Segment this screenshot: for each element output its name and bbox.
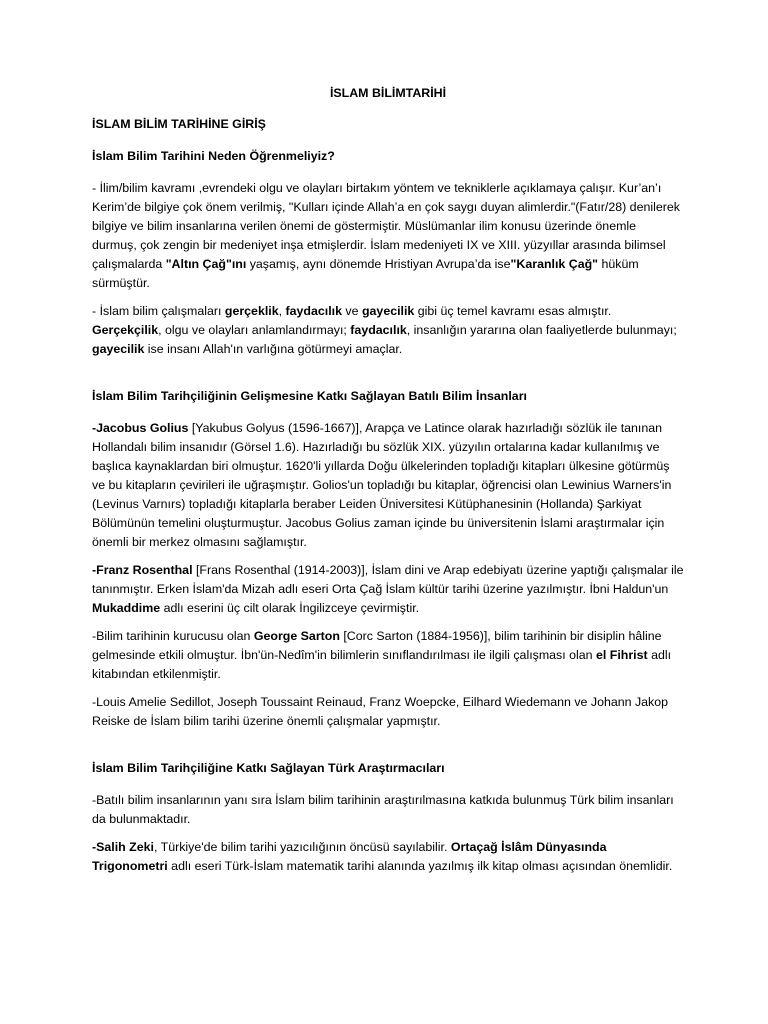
paragraph-rosenthal: -Franz Rosenthal [Frans Rosenthal (1914-2003)], İslam dini ve Arap edebiyatı üzerine yaptığı çalışmalar ile tanınmıştır. Erken İslam'da Mizah adlı eseri Orta Çağ İslam kültür tarihi üzerine yazılmıştır. İbni Haldun'un Mukaddime adlı eserini üç cilt olarak İngilizceye çevirmiştir. xyxy=(92,563,684,615)
subsection-heading-western: İslam Bilim Tarihçiliğinin Gelişmesine Katkı Sağlayan Batılı Bilim İnsanları xyxy=(92,389,527,403)
spacer xyxy=(92,740,684,759)
subsection-heading-turkish: İslam Bilim Tarihçiliğine Katkı Sağlayan Türk Araştırmacıları xyxy=(92,761,445,775)
paragraph-turkish-intro: -Batılı bilim insanlarının yanı sıra İslam bilim tarihinin araştırılmasına katkıda bulunmuş Türk bilim insanları da bulunmaktadır. xyxy=(92,793,674,826)
paragraph-concepts: - İslam bilim çalışmaları gerçeklik, faydacılık ve gayecilik gibi üç temel kavramı esas almıştır. Gerçekçilik, olgu ve olayları anlamlandırmayı; faydacılık, insanlığın yararına olan faaliyetlerde bulunmayı; gayecilik ise insanı Allah'ın varlığına götürmeyi amaçlar. xyxy=(92,304,677,356)
subsection-heading-why: İslam Bilim Tarihini Neden Öğrenmeliyiz? xyxy=(92,149,335,163)
spacer xyxy=(92,368,684,387)
paragraph-salih-zeki: -Salih Zeki, Türkiye'de bilim tarihi yazıcılığının öncüsü sayılabilir. Ortaçağ İslâm Dünyasında Trigonometri adlı eseri Türk-İslam matematik tarihi alanında yazılmış ilk kitap olması açısından önemlidir. xyxy=(92,840,673,873)
paragraph-ilim: - İlim/bilim kavramı ,evrendeki olgu ve olayları birtakım yöntem ve tekniklerle açıklamaya çalışır. Kur’an’ı Kerim’de bilgiye çok önem verilmiş, "Kulları içinde Allah’a en çok saygı duyan alimlerdir."(Fatır/28) denilerek bilgiye ve bilim insanlarına verilen önemi de göstermiştir. Müslümanlar ilim konusu üzerinde önemle durmuş, çok zengin bir medeniyet inşa etmişlerdir. İslam medeniyeti IX ve XIII. yüzyıllar arasında bilimsel çalışmalarda "Altın Çağ"ını yaşamış, aynı dönemde Hristiyan Avrupa’da ise"Karanlık Çağ" hüküm sürmüştür. xyxy=(92,181,680,290)
paragraph-golius: -Jacobus Golius [Yakubus Golyus (1596-1667)], Arapça ve Latince olarak hazırladığı sözlük ile tanınan Hollandalı bilim insanıdır (Görsel 1.6). Hazırladığı bu sözlük XIX. yüzyılın ortalarına kadar kullanılmış ve başlıca kaynaklardan biri olmuştur. 1620'li yıllarda Doğu ülkelerinden topladığı kitapları ülkesine götürmüş ve bu kitapların çevirileri ile uğraşmıştır. Golios'un topladığı bu kitaplar, öğrencisi olan Lewinius Warners'in (Levinus Varnırs) topladığı kitaplarla beraber Leiden Üniversitesi Kütüphanesinin (Hollanda) Şarkiyat Bölümünün temelini oluşturmuştur. Jacobus Golius zaman içinde bu üniversitenin İslami araştırmalar için önemli bir merkez olmasını sağlamıştır. xyxy=(92,421,672,549)
paragraph-others: -Louis Amelie Sedillot, Joseph Toussaint Reinaud, Franz Woepcke, Eilhard Wiedemann ve Johann Jakop Reiske de İslam bilim tarihi üzerine önemli çalışmalar yapmıştır. xyxy=(92,695,669,728)
section-heading-intro: İSLAM BİLİM TARİHİNE GİRİŞ xyxy=(92,117,266,131)
document-title: İSLAM BİLİMTARİHİ xyxy=(329,86,447,100)
paragraph-sarton: -Bilim tarihinin kurucusu olan George Sarton [Corc Sarton (1884-1956)], bilim tarihinin bir disiplin hâline gelmesinde etkili olmuştur. İbn'ün-Nedîm'in bilimlerin sınıflandırılması ile ilgili çalışması olan el Fihrist adlı kitabından etkilenmiştir. xyxy=(92,629,672,681)
